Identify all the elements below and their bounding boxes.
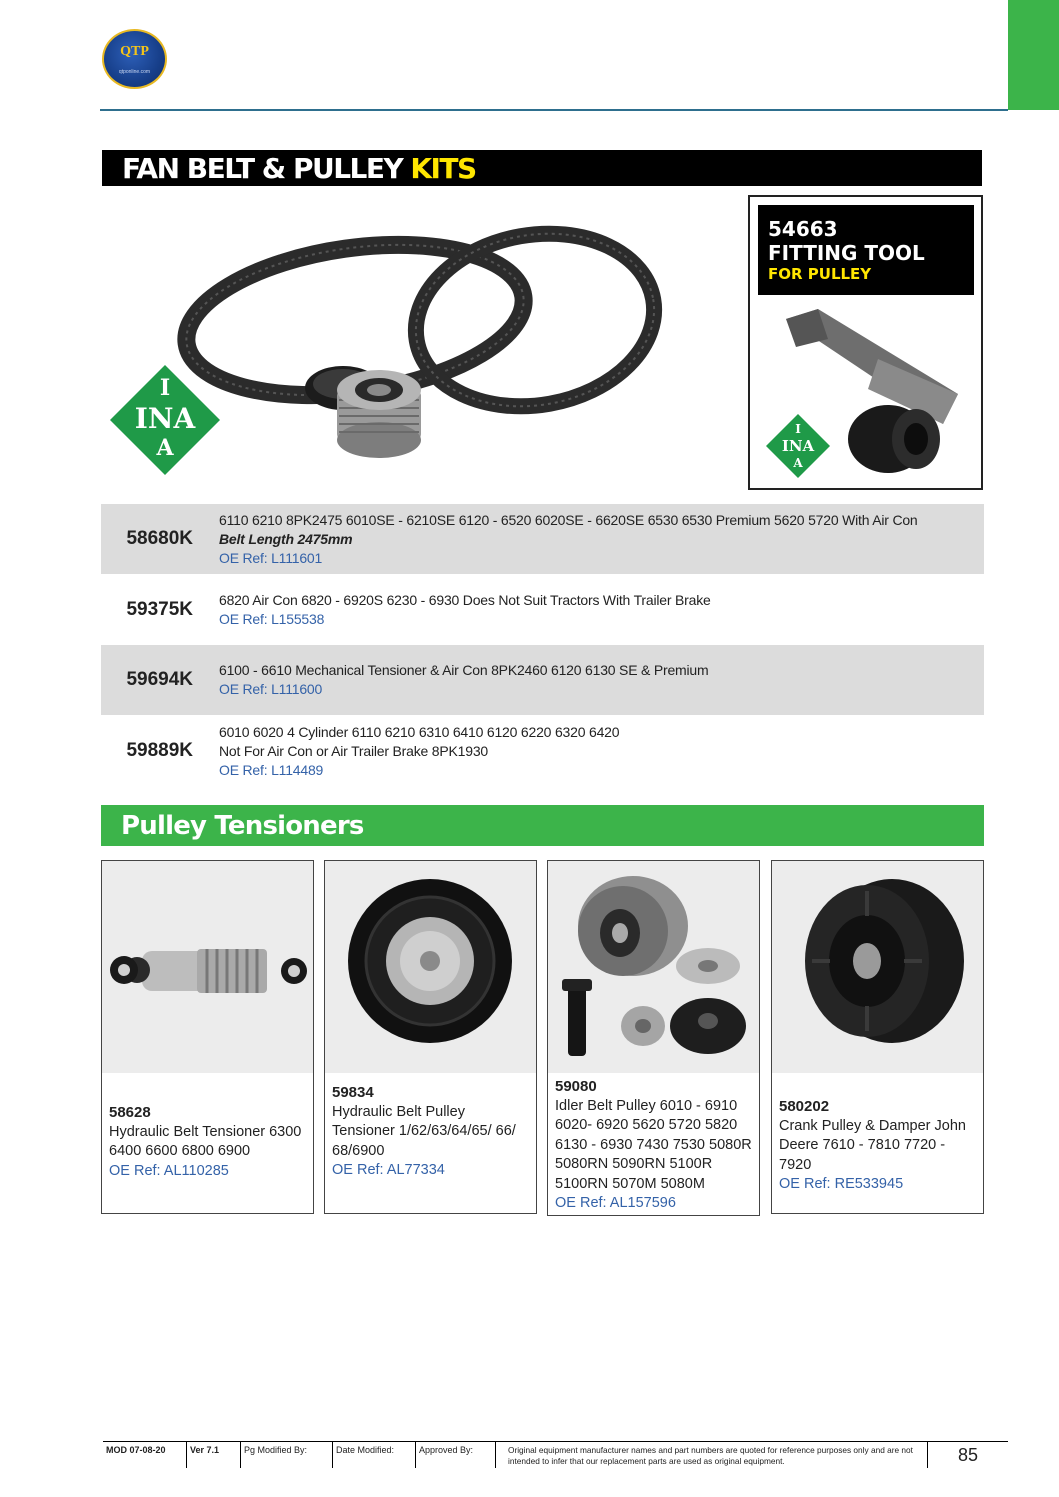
ina-logo xyxy=(110,365,220,475)
kit-desc-line: Not For Air Con or Air Trailer Brake 8PK1930 xyxy=(219,742,488,759)
page-title-bar xyxy=(102,150,982,186)
section-title-bar xyxy=(101,805,984,846)
footer-disclaimer: Original equipment manufacturer names and part numbers are quoted for reference purposes only and are not intended to infer that our replacement parts are used as original equipment. xyxy=(496,1442,928,1468)
footer-pg-modified: Pg Modified By: xyxy=(241,1442,333,1468)
kit-desc-line: 6820 Air Con 6820 - 6920S 6230 - 6930 Does Not Suit Tractors With Trailer Brake xyxy=(219,592,711,608)
product-oe-ref: OE Ref: AL77334 xyxy=(332,1162,445,1178)
product-info xyxy=(325,1073,536,1189)
footer-approved: Approved By: xyxy=(416,1442,496,1468)
kit-description xyxy=(219,723,619,780)
footer-date-modified: Date Modified: xyxy=(333,1442,416,1468)
section-tab xyxy=(1008,0,1059,110)
product-card xyxy=(324,860,537,1214)
product-card xyxy=(101,860,314,1214)
kit-desc-line: 6110 6210 8PK2475 6010SE - 6210SE 6120 - 6520 6020SE - 6620SE 6530 6530 Premium 5620 5720 With Air Con xyxy=(219,511,918,528)
product-description: Hydraulic Belt Pulley Tensioner 1/62/63/64/65/ 66/ 68/6900 xyxy=(332,1103,516,1159)
product-card xyxy=(547,860,760,1216)
product-oe-ref: OE Ref: AL157596 xyxy=(555,1195,676,1211)
svg-text:INA: INA xyxy=(134,402,196,435)
crank-pulley-damper-image xyxy=(772,861,983,1073)
svg-text:A: A xyxy=(156,435,174,461)
kit-row xyxy=(101,645,984,715)
product-info xyxy=(772,1073,983,1203)
product-description: Crank Pulley & Damper John Deere 7610 - 7810 7720 - 7920 xyxy=(779,1117,966,1173)
logo-text: QTP xyxy=(120,44,149,59)
page-number: 85 xyxy=(958,1445,979,1465)
fitting-tool-subtitle: FOR PULLEY xyxy=(768,265,872,283)
product-code: 580202 xyxy=(779,1098,830,1115)
product-code: 59080 xyxy=(555,1078,597,1095)
kit-oe-ref: OE Ref: L155538 xyxy=(219,611,325,627)
footer-version: Ver 7.1 xyxy=(187,1442,241,1468)
belt-pulley-tensioner-image xyxy=(325,861,536,1073)
product-code: 59834 xyxy=(332,1084,374,1101)
product-image xyxy=(548,861,759,1073)
product-oe-ref: OE Ref: AL110285 xyxy=(109,1162,229,1179)
footer-mod: MOD 07-08-20 xyxy=(103,1442,187,1468)
kit-description xyxy=(219,511,918,568)
fitting-tool-image xyxy=(758,299,978,484)
belt-pulley-kit-image xyxy=(105,200,735,490)
idler-pulley-image xyxy=(548,861,759,1073)
product-info xyxy=(102,1073,313,1189)
kit-code: 59375K xyxy=(126,599,193,620)
kit-desc-line: 6010 6020 4 Cylinder 6110 6210 6310 6410 6120 6220 6320 6420 xyxy=(219,723,620,740)
qtp-logo xyxy=(102,29,167,89)
kit-code: 59889K xyxy=(126,740,193,761)
page-title: FAN BELT & PULLEY xyxy=(122,151,403,185)
kit-oe-ref: OE Ref: L111601 xyxy=(219,549,323,566)
kit-description xyxy=(219,661,708,699)
kit-desc-line: 6100 - 6610 Mechanical Tensioner & Air Con 8PK2460 6120 6130 SE & Premium xyxy=(219,662,709,678)
product-description: Hydraulic Belt Tensioner 6300 6400 6600 6800 6900 xyxy=(109,1123,302,1159)
page-footer xyxy=(103,1441,1008,1469)
product-image xyxy=(772,861,983,1073)
kit-row xyxy=(101,716,984,786)
header-divider xyxy=(100,109,1008,111)
hydraulic-tensioner-image xyxy=(102,861,313,1073)
product-card xyxy=(771,860,984,1214)
fitting-tool-panel xyxy=(748,195,983,490)
product-oe-ref: OE Ref: RE533945 xyxy=(779,1176,904,1192)
section-title: Pulley Tensioners xyxy=(121,810,364,841)
svg-text:INA: INA xyxy=(781,437,815,455)
kit-code: 58680K xyxy=(126,528,193,549)
product-description: Idler Belt Pulley 6010 - 6910 6020- 6920 5620 5720 5820 6130 - 6930 7430 7530 5080R 5080RN 5090RN 5100R 5100RN 5070M 5080M xyxy=(555,1097,752,1192)
kit-row xyxy=(101,504,984,574)
kit-oe-ref: OE Ref: L114489 xyxy=(219,761,324,778)
kit-description xyxy=(219,591,711,629)
product-code: 58628 xyxy=(109,1104,151,1121)
kit-belt-length: Belt Length 2475mm xyxy=(219,530,353,547)
svg-text:A: A xyxy=(793,456,803,470)
kit-oe-ref: OE Ref: L111600 xyxy=(219,681,323,697)
product-image xyxy=(325,861,536,1073)
fitting-tool-label xyxy=(758,205,974,295)
svg-text:I: I xyxy=(159,375,171,401)
product-info xyxy=(548,1073,759,1222)
kit-code: 59694K xyxy=(126,669,193,690)
logo-subtext: qtponline.com xyxy=(118,69,151,75)
fitting-tool-code: 54663 xyxy=(768,217,838,241)
svg-text:I: I xyxy=(795,422,801,436)
ina-small-logo xyxy=(766,414,830,478)
page-title-accent: KITS xyxy=(410,151,476,185)
product-image xyxy=(102,861,313,1073)
kit-row xyxy=(101,575,984,645)
fitting-tool-name: FITTING TOOL xyxy=(768,241,925,265)
